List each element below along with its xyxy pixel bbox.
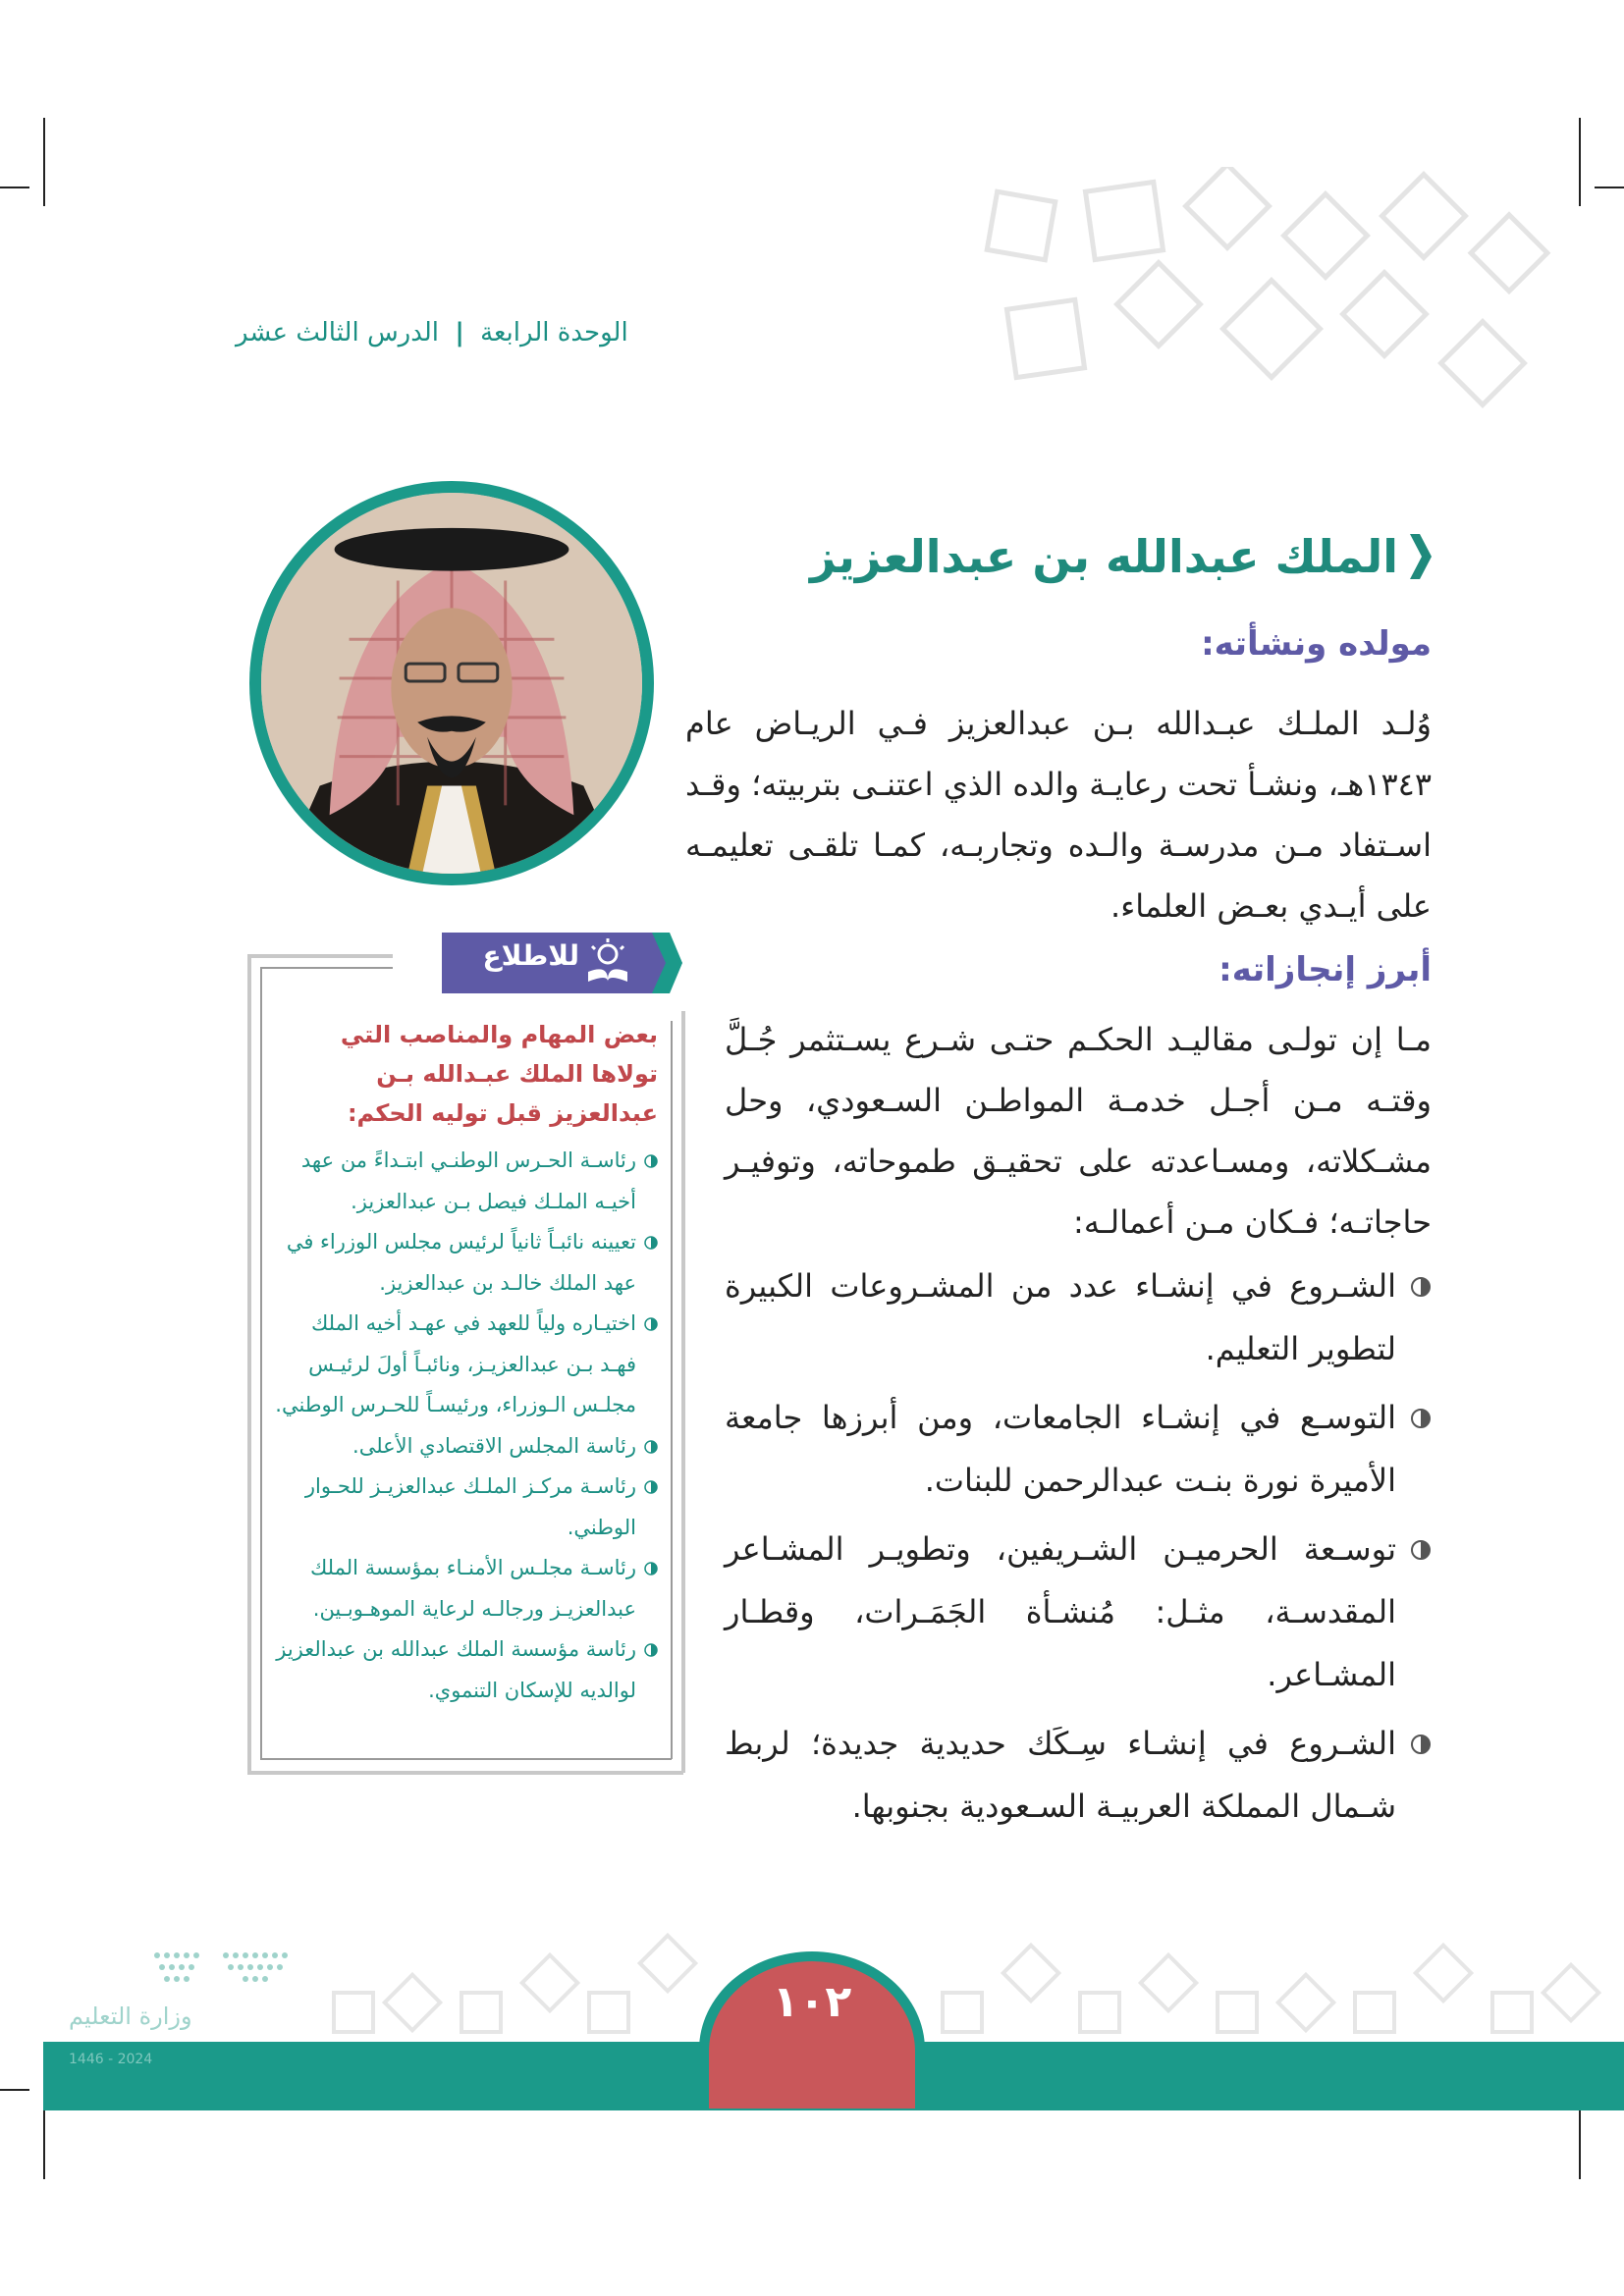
- achievement-text: الشـروع في إنشـاء سِـكَك حديدية جديدة؛ لربط شـمال المملكة العربيـة السـعودية بجنوبها.: [725, 1725, 1396, 1825]
- list-item: [725, 1386, 1432, 1512]
- bullet-icon: [644, 1440, 658, 1454]
- crop-mark: [0, 187, 29, 188]
- info-box-title: بعض المهام والمناصب التي تولاها الملك عبـدالله بـن عبدالعزيز قبل توليه الحكم:: [340, 1021, 658, 1127]
- info-item-text: رئاسـة الحـرس الوطنـي ابتـداءً من عهد أخيـه الملـك فيصل بـن عبدالعزيز.: [300, 1148, 636, 1213]
- crop-mark: [1579, 118, 1581, 206]
- achievement-text: توسـعة الحرميـن الشـريفين، وتطويـر المشـاعر المقدسـة، مثـل: مُنشـأة الجَمَـرات، وقطـار المشـاعر.: [725, 1530, 1396, 1693]
- bullet-icon: [644, 1562, 658, 1575]
- breadcrumb-separator: |: [455, 318, 464, 347]
- bullet-icon: [1410, 1734, 1432, 1755]
- lightbulb-book-icon: [584, 938, 631, 984]
- list-item: [273, 1222, 658, 1304]
- ministry-logo-dots: [147, 1946, 304, 1999]
- ministry-name: وزارة التعليم: [69, 2002, 192, 2030]
- achievement-text: التوسـع في إنشـاء الجامعات، ومن أبرزها جامعة الأميرة نورة بنـت عبدالرحمن للبنات.: [725, 1399, 1396, 1499]
- bullet-icon: [644, 1480, 658, 1494]
- info-item-text: رئاسة مؤسسة الملك عبدالله بن عبدالعزيز لوالديه للإسكان التنموي.: [276, 1637, 636, 1702]
- bullet-icon: [1410, 1539, 1432, 1561]
- achievement-text: الشـروع في إنشـاء عدد من المشـروعات الكبيرة لتطوير التعليم.: [725, 1267, 1396, 1367]
- achievements-intro: مـا إن تولـى مقاليـد الحكـم حتـى شـرع يسـتثمر جُـلَّ وقتـه مـن أجـل خدمـة المواطـن السـعودي، وحل مشـكلاته، ومسـاعدته على تحقيـق طموحاته، وتوفيـر حاجاتـه؛ فـكان مـن أعمالـه:: [725, 1021, 1432, 1241]
- crop-mark: [43, 118, 45, 206]
- bullet-icon: [1410, 1408, 1432, 1429]
- chevron-marker-icon: [1410, 534, 1432, 579]
- birth-paragraph: وُلـد الملـك عبـدالله بـن عبدالعزيز فـي الريـاض عام ١٣٤٣هـ، ونشـأ تحت رعايـة والده الذي اعتنـى بتربيته؛ وقـد اسـتفاد مـن مدرسـة والـده وتجاربـه، كمـا تلقـى تعليمـه على أيـدي بعـض العلماء.: [685, 705, 1432, 925]
- info-badge-label: للاطلاع: [482, 939, 579, 972]
- info-item-text: رئاسـة مركـز الملـك عبدالعزيـز للحـوار الوطني.: [304, 1474, 636, 1539]
- page-number: ١٠٢: [772, 1977, 852, 2027]
- info-item-text: تعيينه نائبـاً ثانياً لرئيس مجلس الوزراء في عهد الملك خالـد بن عبدالعزيز.: [286, 1230, 636, 1295]
- crop-mark: [0, 2089, 29, 2091]
- list-item: [273, 1426, 658, 1468]
- achievements-list: [725, 1255, 1432, 1843]
- list-item: [273, 1141, 658, 1222]
- king-portrait: [249, 481, 654, 885]
- bullet-icon: [644, 1643, 658, 1657]
- breadcrumb: [236, 318, 687, 347]
- list-item: [725, 1518, 1432, 1706]
- info-item-text: رئاسـة مجلـس الأمنـاء بمؤسسة الملك عبدالعزيـز ورجالـه لرعاية الموهـوبـين.: [309, 1556, 636, 1621]
- bullet-icon: [1410, 1276, 1432, 1298]
- bullet-icon: [644, 1236, 658, 1250]
- info-item-text: اختيـاره ولياً للعهد في عهـد أخيه الملك فهـد بـن عبدالعزيـز، ونائبـاً أولَ لرئيـس مجلـس الـوزراء، ورئيسـاً للحـرس الوطني.: [275, 1311, 636, 1416]
- info-box-list: [273, 1141, 658, 1711]
- bullet-icon: [644, 1317, 658, 1331]
- list-item: [725, 1255, 1432, 1380]
- birth-heading: مولده ونشأته:: [1201, 624, 1432, 664]
- title-row: [685, 530, 1432, 583]
- crop-mark: [43, 2101, 45, 2179]
- page-title: الملك عبدالله بن عبدالعزيز: [810, 530, 1398, 583]
- info-item-text: رئاسة المجلس الاقتصادي الأعلى.: [352, 1433, 636, 1458]
- list-item: [273, 1548, 658, 1629]
- list-item: [273, 1304, 658, 1426]
- crop-mark: [1595, 187, 1624, 188]
- year-label: 2024 - 1446: [69, 2052, 153, 2067]
- list-item: [725, 1712, 1432, 1838]
- lesson-label: الدرس الثالث عشر: [236, 318, 440, 347]
- portrait-illustration: [261, 493, 642, 874]
- page-number-badge: [699, 1951, 925, 2109]
- bullet-icon: [644, 1154, 658, 1168]
- achievements-heading: أبرز إنجازاته:: [1218, 950, 1432, 989]
- unit-label: الوحدة الرابعة: [480, 318, 628, 347]
- list-item: [273, 1467, 658, 1548]
- decorative-pattern: [943, 167, 1571, 442]
- list-item: [273, 1629, 658, 1711]
- crop-mark: [1579, 2101, 1581, 2179]
